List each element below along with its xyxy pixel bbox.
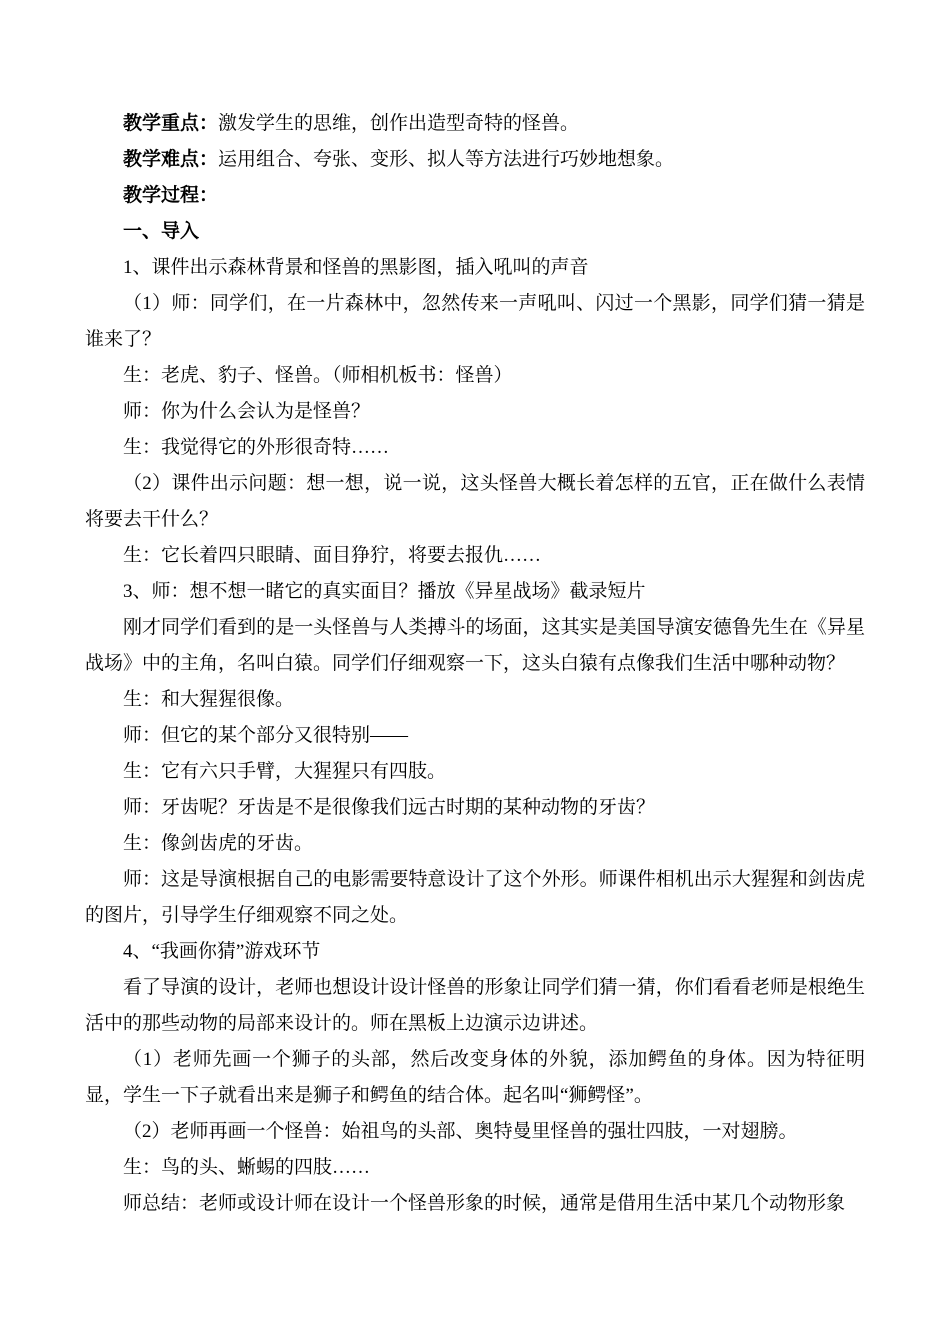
paragraph-text: 生：它长着四只眼睛、面目狰狞，将要去报仇…… (123, 545, 542, 566)
paragraph-heading: 教学过程： (123, 185, 219, 206)
paragraph (85, 610, 865, 682)
paragraph-text: 运用组合、夸张、变形、拟人等方法进行巧妙地想象。 (218, 149, 675, 170)
paragraph (85, 1042, 865, 1114)
paragraph (85, 106, 865, 142)
paragraph-heading: 教学难点： (123, 149, 219, 170)
paragraph-text: 生：和大猩猩很像。 (123, 689, 295, 710)
paragraph (85, 466, 865, 538)
paragraph-text: 生：老虎、豹子、怪兽。（师相机板书：怪兽） (123, 365, 513, 386)
paragraph-text: 1、课件出示森林背景和怪兽的黑影图，插入吼叫的声音 (123, 257, 589, 278)
paragraph (85, 1114, 865, 1150)
paragraph-text: 师：这是导演根据自己的电影需要特意设计了这个外形。师课件相机出示大猩猩和剑齿虎的图片，引导学生仔细观察不同之处。 (85, 869, 865, 926)
paragraph (85, 862, 865, 934)
paragraph-text: 师：牙齿呢？牙齿是不是很像我们远古时期的某种动物的牙齿？ (123, 797, 656, 818)
paragraph (85, 574, 865, 610)
paragraph-text: 师总结：老师或设计师在设计一个怪兽形象的时候，通常是借用生活中某几个动物形象 (123, 1193, 846, 1214)
paragraph-text: 师：你为什么会认为是怪兽？ (123, 401, 371, 422)
paragraph-text: （1）老师先画一个狮子的头部，然后改变身体的外貌，添加鳄鱼的身体。因为特征明显，学生一下子就看出来是狮子和鳄鱼的结合体。起名叫“狮鳄怪”。 (85, 1049, 865, 1106)
paragraph (85, 538, 865, 574)
paragraph (85, 718, 865, 754)
paragraph-text: 生：鸟的头、蜥蜴的四肢…… (123, 1157, 371, 1178)
paragraph-heading: 教学重点： (123, 113, 219, 134)
paragraph (85, 358, 865, 394)
paragraph-text: 3、师：想不想一睹它的真实面目？播放《异星战场》截录短片 (123, 581, 646, 602)
paragraph (85, 286, 865, 358)
paragraph-text: （2）课件出示问题：想一想，说一说，这头怪兽大概长着怎样的五官，正在做什么表情将要去干什么？ (85, 473, 865, 530)
paragraph (85, 970, 865, 1042)
paragraph (85, 826, 865, 862)
paragraph-text: 看了导演的设计，老师也想设计设计怪兽的形象让同学们猜一猜，你们看看老师是根绝生活中的那些动物的局部来设计的。师在黑板上边演示边讲述。 (85, 977, 865, 1034)
paragraph-text: 生：我觉得它的外形很奇特…… (123, 437, 390, 458)
paragraph-text: 生：像剑齿虎的牙齿。 (123, 833, 314, 854)
paragraph (85, 250, 865, 286)
paragraph (85, 142, 865, 178)
paragraph (85, 394, 865, 430)
paragraph-text: （1）师：同学们，在一片森林中，忽然传来一声吼叫、闪过一个黑影，同学们猜一猜是谁来了？ (85, 293, 865, 350)
paragraph-text: 激发学生的思维，创作出造型奇特的怪兽。 (218, 113, 580, 134)
paragraph-text: 刚才同学们看到的是一头怪兽与人类搏斗的场面，这其实是美国导演安德鲁先生在《异星战场》中的主角，名叫白猿。同学们仔细观察一下，这头白猿有点像我们生活中哪种动物？ (85, 617, 865, 674)
paragraph (85, 178, 865, 214)
paragraph (85, 934, 865, 970)
paragraph-text: 师：但它的某个部分又很特别—— (123, 725, 409, 746)
paragraph (85, 214, 865, 250)
paragraph-text: 生：它有六只手臂，大猩猩只有四肢。 (123, 761, 447, 782)
paragraph-text: 4、“我画你猜”游戏环节 (123, 941, 321, 962)
paragraph-text: （2）老师再画一个怪兽：始祖鸟的头部、奥特曼里怪兽的强壮四肢，一对翅膀。 (123, 1121, 798, 1142)
paragraph (85, 430, 865, 466)
paragraph (85, 682, 865, 718)
paragraph-heading: 一、导入 (123, 221, 200, 242)
paragraph (85, 754, 865, 790)
paragraph (85, 1150, 865, 1186)
paragraph (85, 790, 865, 826)
paragraph (85, 1186, 865, 1222)
